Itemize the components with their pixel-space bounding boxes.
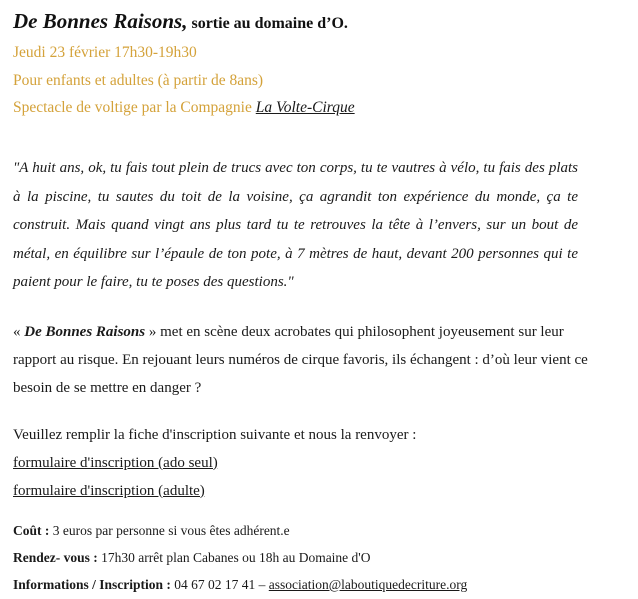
artist-quote: "A huit ans, ok, tu fais tout plein de trucs avec ton corps, tu te vautres à vélo, tu fais des plats à la piscine, tu sautes du toit de la voisine, ça agrandit ton expérience du monde, ça te construit. Mais quand vingt ans plus tard tu te retrouves la tête à l’envers, sur un bout de métal, en équilibre sur l’épaule de ton pote, à 7 mètres de haut, devant 200 personnes qui te paient pour le faire, tu te poses des questions." — [13, 160, 578, 290]
contact-email-link[interactable]: association@laboutiquedecriture.org — [268, 576, 468, 592]
event-audience: Pour enfants et adultes (à partir de 8ans) — [13, 72, 264, 89]
cost-label: Coût : — [13, 522, 50, 538]
cost-line — [13, 522, 628, 540]
close-quote-mark: » — [145, 323, 157, 340]
title-show-name: De Bonnes Raisons, — [13, 9, 188, 33]
form-ado-link[interactable]: formulaire d'inscription (ado seul) — [13, 454, 218, 471]
meeting-label: Rendez- vous : — [13, 549, 98, 565]
document-page — [13, 6, 628, 594]
description-show-name: De Bonnes Raisons — [24, 323, 146, 340]
open-quote-mark: « — [13, 323, 25, 340]
form-ado-line — [13, 452, 628, 474]
contact-label: Informations / Inscription : — [13, 576, 171, 592]
meeting-value: 17h30 arrêt plan Cabanes ou 18h au Domaine d'O — [97, 549, 371, 565]
form-adult-line — [13, 480, 628, 502]
event-date: Jeudi 23 février 17h30-19h30 — [13, 44, 197, 61]
form-adult-link[interactable]: formulaire d'inscription (adulte) — [13, 482, 205, 499]
show-description — [13, 318, 593, 402]
company-link[interactable]: La Volte-Cirque — [255, 99, 355, 116]
registration-instruction: Veuillez remplir la fiche d'inscription suivante et nous la renvoyer : — [13, 426, 417, 443]
title-subtitle: sortie au domaine d’O. — [187, 15, 348, 32]
contact-phone: 04 67 02 17 41 – — [170, 576, 269, 592]
event-show-line — [13, 98, 628, 118]
event-title — [13, 6, 628, 36]
cost-value: 3 euros par personne si vous êtes adhérent.e — [49, 522, 290, 538]
contact-line — [13, 576, 628, 594]
show-prefix: Spectacle de voltige par la Compagnie — [13, 99, 256, 116]
description-text: met en scène deux acrobates qui philosophent joyeusement sur leur rapport au risque. En rejouant leurs numéros de cirque favoris, ils échangent : d’où leur vient ce besoin de se mettre en danger ? — [13, 323, 588, 396]
meeting-line — [13, 549, 628, 567]
